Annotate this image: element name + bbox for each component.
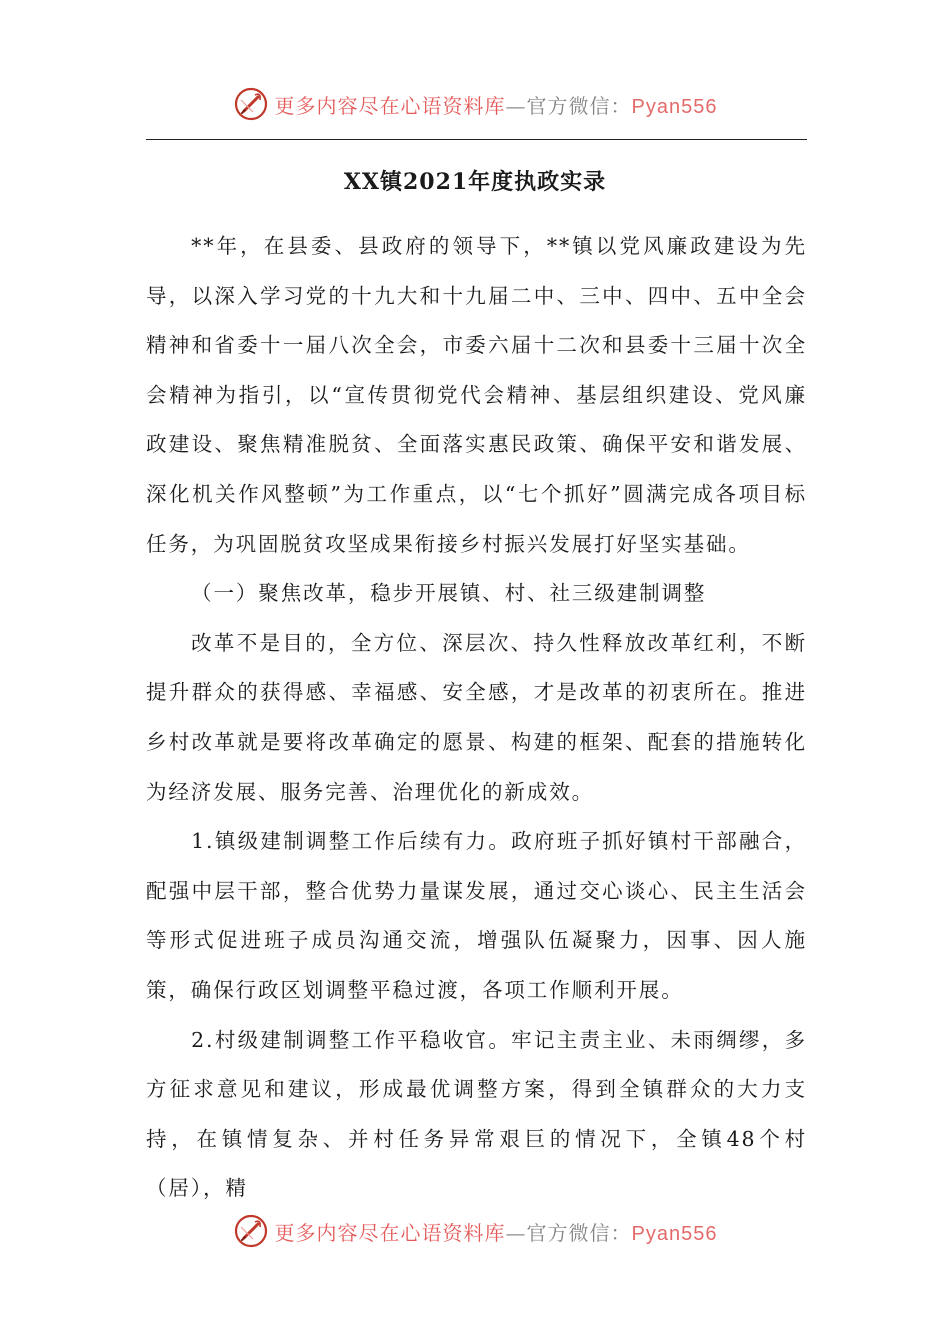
section-heading: （一）聚焦改革，稳步开展镇、村、社三级建制调整 — [191, 581, 707, 606]
paragraph-intro: **年，在县委、县政府的领导下，**镇以党风廉政建设为先导，以深入学习党的十九大和十九届二中、三中、四中、五中全会精神和省委十一届八次全会，市委六届十二次和县委十三届十次全会精神为指引，以“宣传贯彻党代会精神、基层组织建设、党风廉政建设、聚焦精准脱贫、全面落实惠民政策、确保平安和谐发展、深化机关作风整顿”为工作重点，以“七个抓好”圆满完成各项目标任务，为巩固脱贫攻坚成果衔接乡村振兴发展打好坚实基础。 — [146, 234, 807, 556]
watermark-wechat-label: 官方微信： — [526, 1220, 632, 1245]
pen-logo-icon — [233, 86, 269, 122]
watermark-separator: — — [505, 93, 527, 118]
header-divider — [146, 139, 807, 140]
paragraph-item-1: 1.镇级建制调整工作后续有力。政府班子抓好镇村干部融合，配强中层干部，整合优势力量谋发展，通过交心谈心、民主生活会等形式促进班子成员沟通交流，增强队伍凝聚力，因事、因人施策，确保行政区划调整平稳过渡，各项工作顺利开展。 — [146, 829, 807, 1002]
paragraph-item-2: 2.村级建制调整工作平稳收官。牢记主责主业、未雨绸缪，多方征求意见和建议，形成最优调整方案，得到全镇群众的大力支持，在镇情复杂、并村任务异常艰巨的情况下，全镇48个村（居），精 — [146, 1027, 807, 1201]
document-title: XX镇2021年度执政实录 — [343, 169, 607, 195]
watermark-wechat-id: Pyan556 — [631, 95, 718, 118]
watermark-text — [275, 1217, 718, 1246]
watermark-site-text: 更多内容尽在心语资料库 — [274, 93, 506, 118]
watermark-site-text: 更多内容尽在心语资料库 — [274, 1220, 506, 1245]
watermark-text — [275, 90, 718, 119]
watermark-separator: — — [505, 1220, 527, 1245]
footer-watermark — [0, 1211, 950, 1251]
header-watermark — [0, 84, 950, 124]
paragraph-reform: 改革不是目的，全方位、深层次、持久性释放改革红利，不断提升群众的获得感、幸福感、安全感，才是改革的初衷所在。推进乡村改革就是要将改革确定的愿景、构建的框架、配套的措施转化为经济发展、服务完善、治理优化的新成效。 — [146, 630, 807, 804]
pen-logo-icon — [233, 1213, 269, 1249]
watermark-wechat-id: Pyan556 — [631, 1222, 718, 1245]
document-body — [146, 222, 807, 1214]
watermark-wechat-label: 官方微信： — [526, 93, 632, 118]
